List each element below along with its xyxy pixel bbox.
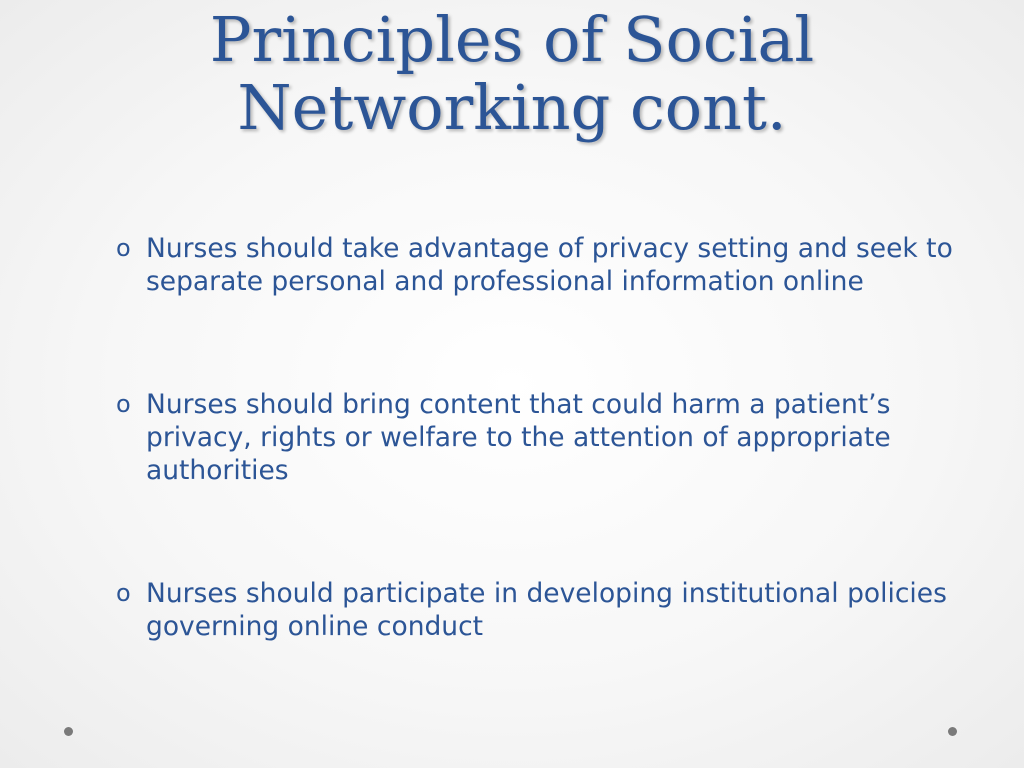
bullet-item	[112, 232, 972, 298]
decorative-dot-left-icon	[64, 727, 73, 736]
bullet-list	[112, 232, 972, 643]
bullet-text: Nurses should participate in developing institutional policies governing online conduct	[146, 578, 947, 642]
slide-title	[112, 3, 912, 144]
slide-title-line-2: Networking cont.	[237, 71, 787, 144]
bullet-marker-icon: o	[116, 390, 131, 418]
bullet-marker-icon: o	[116, 234, 131, 262]
bullet-item	[112, 577, 972, 643]
decorative-dot-right-icon	[948, 727, 957, 736]
bullet-item	[112, 388, 972, 487]
slide-title-line-1: Principles of Social	[209, 3, 815, 76]
bullet-text: Nurses should take advantage of privacy setting and seek to separate personal and professional information online	[146, 233, 953, 297]
bullet-text: Nurses should bring content that could harm a patient’s privacy, rights or welfare to the attention of appropriate authorities	[146, 389, 891, 486]
bullet-marker-icon: o	[116, 579, 131, 607]
